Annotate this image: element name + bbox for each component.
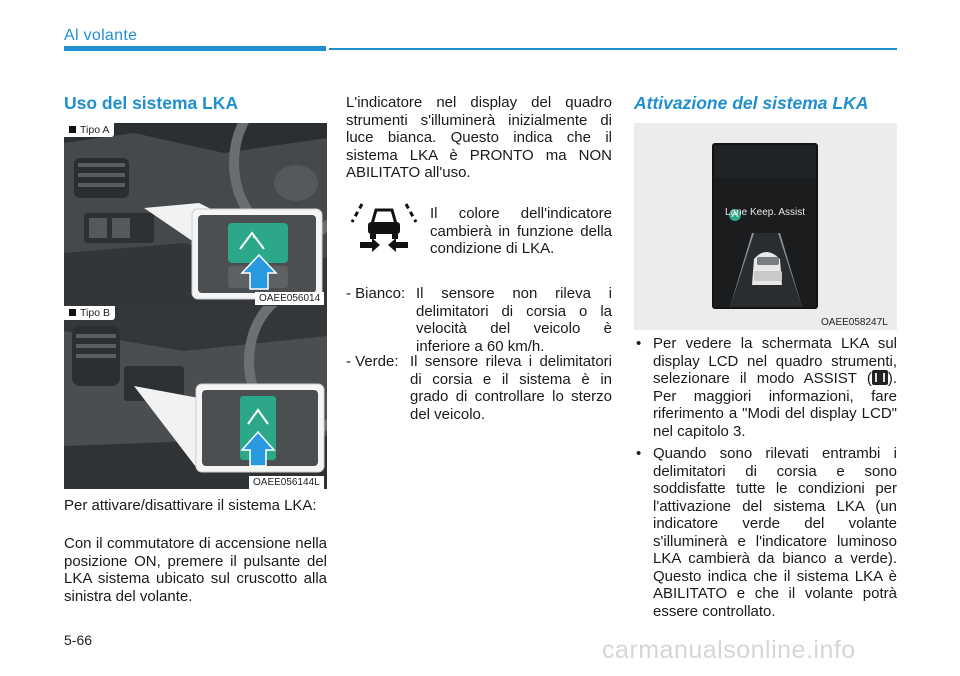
left-para-2: Con il commutatore di accensione nella posizione ON, premere il pulsante del LKA sistema ubicato sul cruscotto alla sinistra del volante.: [64, 535, 327, 605]
right-bullet-1: • Per vedere la schermata LKA sul display LCD nel quadro strumenti, selezionare il modo ASSIST ( ). Per maggiori informazioni, fare riferimento a "Modi del display LCD" nel capitolo 3.: [634, 335, 897, 440]
left-heading: Uso del sistema LKA: [64, 93, 239, 113]
lcd-display-image: [634, 123, 897, 330]
status-text-white: Il sensore non rileva i delimitatori di corsia o la velocità del veicolo è inferiore a 60 km/h.: [416, 285, 612, 355]
middle-para-1: L'indicatore nel display del quadro strumenti s'illuminerà inizialmente di luce bianca. Questo indica che il sistema LKA è PRONTO ma NON ABILITATO all'uso.: [346, 94, 612, 181]
page-number: 5-66: [64, 632, 93, 648]
right-heading: Attivazione del sistema LKA: [634, 93, 869, 113]
image-code-c: OAEE058247L: [817, 316, 892, 329]
dashboard-switch-illustration-a: [64, 123, 327, 306]
photo-type-b: [64, 306, 327, 489]
status-label-white: - Bianco:: [346, 285, 406, 302]
status-item-white: [346, 285, 612, 355]
lcd-display-title: Lane Keep. Assist: [724, 207, 806, 218]
status-item-green: [346, 353, 612, 425]
tag-type-b: Tipo B: [64, 306, 115, 320]
lka-indicator-icon: [348, 198, 420, 256]
footer-watermark: carmanualsonline.info: [602, 636, 856, 664]
header-rule: [329, 48, 897, 50]
tag-type-a: Tipo A: [64, 123, 114, 137]
right-bullet-list: [634, 335, 897, 625]
right-bullet-2: • Quando sono rilevati entrambi i delimitatori di corsia e sono soddisfatte tutte le condizioni per l'attivazione del sistema LKA (un indicatore verde del volante s'illuminerà e l'indicatore luminoso LKA cambierà da bianco a verde). Questo indica che il sistema LKA è ABILITATO e che il volante potrà essere controllato.: [634, 445, 897, 620]
photo-type-a: [64, 123, 327, 306]
dashboard-switch-illustration-b: [64, 306, 327, 489]
middle-icon-note: Il colore dell'indicatore cambierà in funzione della condizione di LKA.: [430, 205, 612, 257]
image-code-b: OAEE056144L: [249, 476, 324, 489]
status-text-green: Il sensore rileva i delimitatori di corsia e il sistema è in grado di controllare lo sterzo del veicolo.: [410, 353, 612, 423]
left-para-1: Per attivare/disattivare il sistema LKA:: [64, 497, 317, 514]
lka-lcd-screen: [634, 123, 897, 330]
image-code-a: OAEE056014: [255, 292, 324, 305]
section-title: Al volante: [64, 27, 138, 44]
assist-mode-icon: [872, 370, 888, 385]
header-accent-bar: [64, 46, 326, 51]
status-label-green: - Verde:: [346, 353, 399, 370]
